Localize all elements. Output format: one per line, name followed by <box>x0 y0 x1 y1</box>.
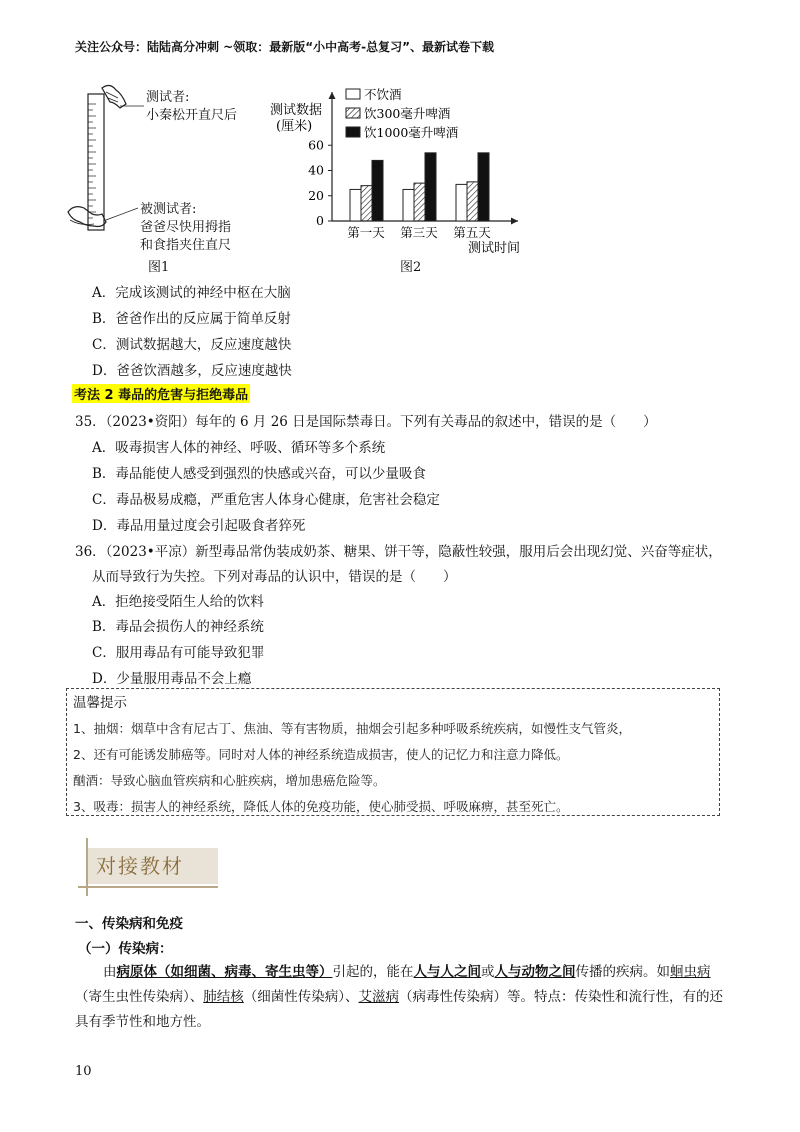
pathogen-term: 病原体（如细菌、病毒、寄生虫等） <box>116 964 333 980</box>
q35-option-b: B．毒品能使人感受到强烈的快感或兴奋，可以少量吸食 <box>92 466 426 482</box>
tips-line: 3、吸毒：损害人的神经系统，降低人体的免疫功能，使心肺受损、呼吸麻痹，甚至死亡。 <box>73 799 569 814</box>
q36-stem-line-1: 36．（2023•平凉）新型毒品常伪装成奶茶、糖果、饼干等，隐蔽性较强，服用后会出现幻觉、兴奋等症状， <box>75 544 722 560</box>
section-title: 一、传染病和免疫 <box>75 916 183 932</box>
roundworm-term: 蛔虫病 <box>670 964 711 980</box>
q36-option-a: A．拒绝接受陌生人给的饮料 <box>92 594 264 610</box>
bar-2-0 <box>456 184 467 221</box>
y-tick-label: 40 <box>308 162 324 178</box>
q36-stem-line-2: 从而导致行为失控。下列对毒品的认识中，错误的是（ ） <box>92 569 457 585</box>
q35-option-a: A．吸毒损害人体的神经、呼吸、循环等多个系统 <box>92 440 386 456</box>
tips-line: 酗酒：导致心脑血管疾病和心脏疾病，增加患癌危险等。 <box>73 773 386 788</box>
bar-1-0 <box>403 189 414 221</box>
legend-swatch-no-alcohol <box>346 89 360 99</box>
tips-line: 1、抽烟：烟草中含有尼古丁、焦油、等有害物质，抽烟会引起多种呼吸系统疾病，如慢性支气管炎， <box>73 721 631 736</box>
legend-label-1000ml: 饮1000毫升啤酒 <box>364 125 459 140</box>
page-number: 10 <box>75 1064 92 1079</box>
x-axis-label: 测试时间 <box>468 241 521 256</box>
x-tick-label: 第一天 <box>347 225 385 240</box>
legend-swatch-300ml <box>346 108 360 118</box>
category-heading: 考法 2 毒品的危害与拒绝毒品 <box>72 384 250 403</box>
q36-option-d: D．少量服用毒品不会上瘾 <box>92 671 252 687</box>
q35-stem: 35．（2023•资阳）每年的 6 月 26 日是国际禁毒日。下列有关毒品的叙述中，错误的是（ ） <box>75 414 657 430</box>
human-human-term: 人与人之间 <box>413 964 481 980</box>
q34-option-c: C．测试数据越大，反应速度越快 <box>92 337 292 353</box>
y-tick-label: 0 <box>316 213 324 228</box>
y-axis-label-1: 测试数据 <box>270 103 323 118</box>
paragraph: 由病原体（如细菌、病毒、寄生虫等）引起的，能在人与人之间或人与动物之间传播的疾病。如蛔虫病（寄生虫性传染病）、肺结核（细菌性传染病）、艾滋病（病毒性传染病）等。特点：传染性和流行性，有的还具有季节性和地方性。 <box>75 964 723 1030</box>
legend-label-300ml: 饮300毫升啤酒 <box>364 106 451 121</box>
human-animal-term: 人与动物之间 <box>494 964 576 980</box>
x-tick-label: 第三天 <box>400 225 438 240</box>
section-banner <box>78 838 228 896</box>
subject-action-1: 爸爸尽快用拇指 <box>140 220 232 235</box>
figure-2-caption: 图2 <box>400 260 422 275</box>
aids-term: 艾滋病 <box>358 989 399 1005</box>
subject-label: 被测试者: <box>140 202 197 217</box>
bar-1-2 <box>425 153 436 221</box>
y-axis-label-2: (厘米) <box>276 119 313 134</box>
legend-label-no-alcohol: 不饮酒 <box>364 87 402 102</box>
bar-0-2 <box>372 160 383 221</box>
y-tick-label: 20 <box>308 187 324 203</box>
bar-1-1 <box>414 183 425 221</box>
tips-box <box>66 688 720 816</box>
q34-option-b: B．爸爸作出的反应属于简单反射 <box>92 311 291 327</box>
bar-2-1 <box>467 182 478 221</box>
q35-option-d: D．毒品用量过度会引起吸食者猝死 <box>92 518 306 534</box>
bar-chart <box>270 80 540 280</box>
figure-2 <box>270 80 540 280</box>
figure-1 <box>62 80 262 280</box>
tester-action: 小秦松开直尺后 <box>146 108 238 123</box>
tester-label: 测试者: <box>146 90 190 105</box>
bar-2-2 <box>478 153 489 221</box>
q35-option-c: C．毒品极易成瘾，严重危害人体身心健康，危害社会稳定 <box>92 492 440 508</box>
q36-option-c: C．服用毒品有可能导致犯罪 <box>92 645 265 661</box>
tips-line: 2、还有可能诱发肺癌等。同时对人体的神经系统造成损害，使人的记忆力和注意力降低。 <box>73 747 569 762</box>
q34-option-a: A．完成该测试的神经中枢在大脑 <box>92 285 291 301</box>
q34-option-d: D．爸爸饮酒越多，反应速度越快 <box>92 363 292 379</box>
figure-1-caption: 图1 <box>148 260 170 275</box>
bar-0-1 <box>361 186 372 221</box>
tb-term: 肺结核 <box>203 989 244 1005</box>
tips-title: 温馨提示 <box>73 695 127 711</box>
page-header: 关注公众号：陆陆高分冲刺 ~领取：最新版“小中高考-总复习”、最新试卷下载 <box>75 40 494 54</box>
bar-0-0 <box>350 189 361 221</box>
legend-swatch-1000ml <box>346 127 360 137</box>
y-tick-label: 60 <box>308 137 324 153</box>
subsection-title: （一）传染病： <box>78 941 173 957</box>
q36-option-b: B．毒品会损伤人的神经系统 <box>92 619 264 635</box>
x-tick-label: 第五天 <box>453 225 491 240</box>
subject-action-2: 和食指夹住直尺 <box>140 238 232 253</box>
banner-text: 对接教材 <box>96 854 184 878</box>
